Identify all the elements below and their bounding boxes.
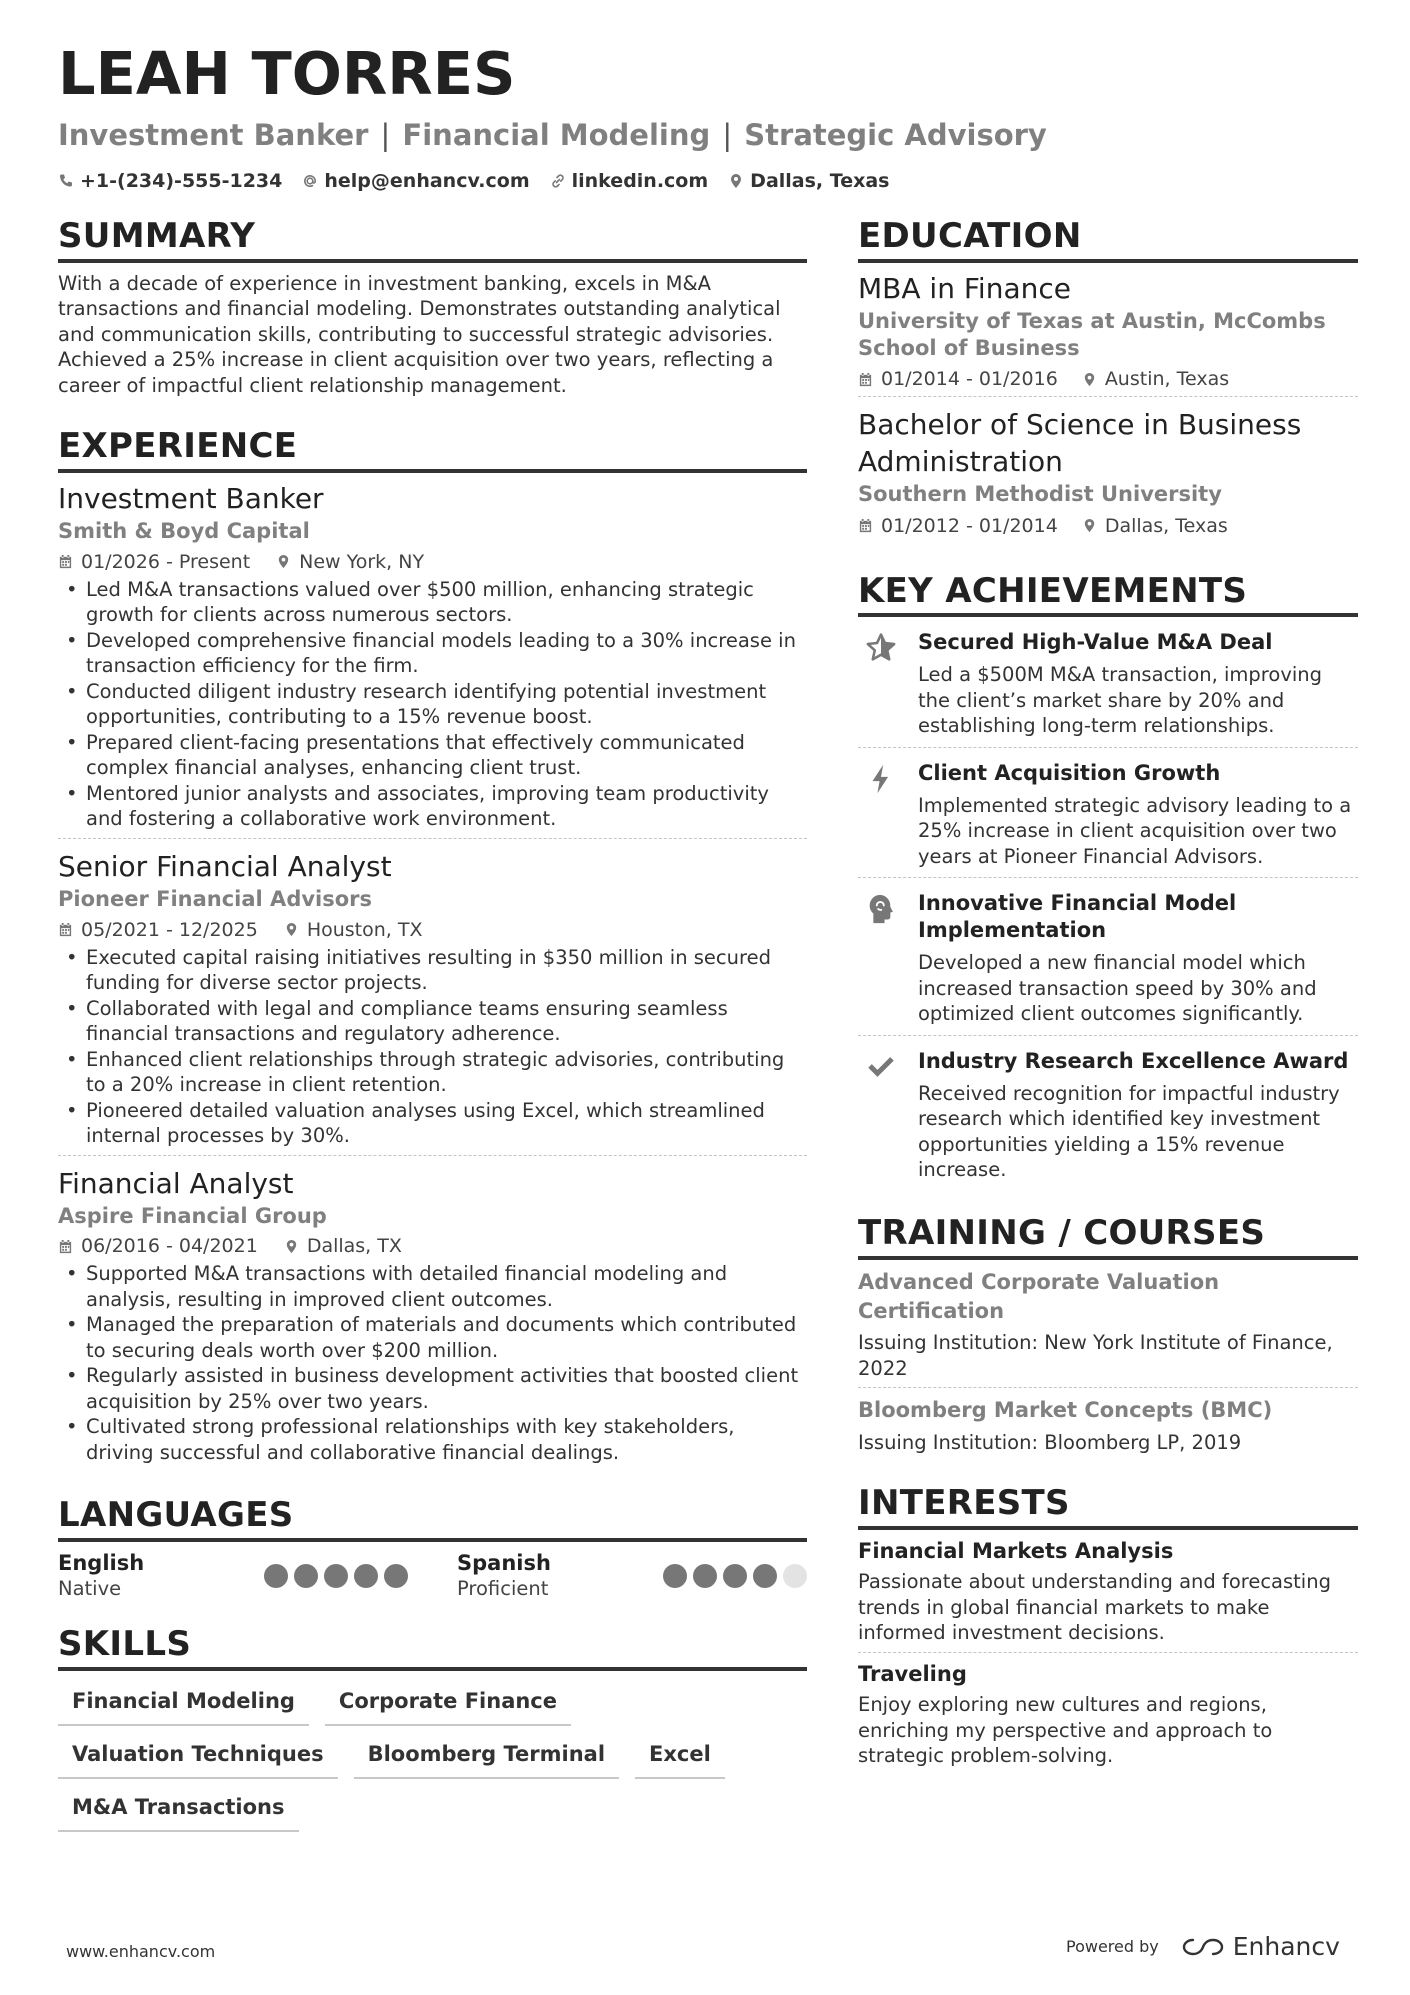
footer-website[interactable]: www.enhancv.com <box>66 1942 216 1961</box>
achievement-desc: Led a $500M M&A transaction, improving the client’s market share by 20% and establishing long-term relationships. <box>918 663 1323 738</box>
calendar-icon <box>58 1239 73 1254</box>
interests-section <box>858 1483 1358 1774</box>
brand-name: Enhancv <box>1232 1932 1340 1961</box>
rating-dot-empty <box>783 1564 807 1588</box>
achievement-desc: Developed a new financial model which increased transaction speed by 30% and optimized client outcomes significantly. <box>918 951 1317 1026</box>
phone-icon <box>58 173 74 189</box>
section-heading: EXPERIENCE <box>58 426 807 473</box>
job-bullet: • Managed the preparation of materials and documents which contributed to securing deals worth over $200 million. <box>58 1312 807 1363</box>
education-dates-text: 01/2014 - 01/2016 <box>881 368 1058 391</box>
achievement-body <box>918 760 1358 870</box>
course-desc: Issuing Institution: Bloomberg LP, 2019 <box>858 1430 1242 1454</box>
location-text: Dallas, Texas <box>750 170 890 192</box>
location-pin-icon <box>276 554 291 569</box>
education-location-text: Austin, Texas <box>1104 368 1230 391</box>
job-bullets <box>58 945 807 1149</box>
job-bullets <box>58 1261 807 1465</box>
job-entry <box>58 1166 807 1472</box>
language-rating <box>663 1564 807 1588</box>
job-bullet: • Prepared client-facing presentations that effectively communicated complex financial analyses, enhancing client trust. <box>58 730 807 781</box>
education-meta <box>858 515 1358 537</box>
interest-name: Financial Markets Analysis <box>858 1539 1174 1564</box>
candidate-name: LEAH TORRES <box>58 39 516 108</box>
language-item <box>58 1550 408 1602</box>
achievement-icon-wrap <box>858 760 904 870</box>
headline-focus: Strategic Advisory <box>744 118 1047 152</box>
job-location <box>284 1235 402 1257</box>
education-meta <box>858 368 1358 390</box>
languages-section <box>58 1495 807 1601</box>
achievement-title: Client Acquisition Growth <box>918 760 1221 785</box>
course-entry <box>858 1268 1358 1389</box>
phone-number: +1-(234)-555-1234 <box>80 170 283 192</box>
education-school: University of Texas at Austin, McCombs School of Business <box>858 308 1326 361</box>
language-text <box>58 1550 144 1602</box>
job-bullet: • Pioneered detailed valuation analyses using Excel, which streamlined internal processes by 30%. <box>58 1098 807 1149</box>
education-location <box>1082 368 1229 390</box>
powered-by-label: Powered by <box>1066 1937 1159 1956</box>
skills-list <box>58 1681 807 1833</box>
contact-email[interactable] <box>302 170 529 192</box>
course-name: Bloomberg Market Concepts (BMC) <box>858 1398 1273 1423</box>
section-heading: INTERESTS <box>858 1483 1358 1530</box>
education-dates <box>858 515 1058 537</box>
section-heading: SUMMARY <box>58 216 807 263</box>
job-dates-text: 06/2016 - 04/2021 <box>81 1235 258 1258</box>
course-name: Advanced Corporate Valuation Certification <box>858 1269 1220 1324</box>
education-location <box>1082 515 1228 537</box>
job-meta <box>58 919 807 941</box>
education-dates <box>858 368 1058 390</box>
checkmark-icon <box>864 1050 898 1084</box>
job-bullet: • Executed capital raising initiatives resulting in $350 million in secured funding for diverse sector projects. <box>58 945 807 996</box>
contact-bar <box>58 170 889 192</box>
language-text <box>457 1550 551 1602</box>
language-list <box>58 1550 807 1602</box>
section-heading: EDUCATION <box>858 216 1358 263</box>
rating-dot-filled <box>753 1564 777 1588</box>
contact-phone[interactable] <box>58 170 282 192</box>
headline-separator: | <box>722 118 733 152</box>
job-dates <box>58 551 250 573</box>
rating-dot-filled <box>663 1564 687 1588</box>
course-entry <box>858 1396 1358 1461</box>
skills-section <box>58 1624 807 1832</box>
education-school: Southern Methodist University <box>858 482 1222 507</box>
achievement-icon-wrap <box>858 890 904 1027</box>
rating-dot-filled <box>324 1564 348 1588</box>
job-meta <box>58 1235 807 1257</box>
section-heading: LANGUAGES <box>58 1495 807 1542</box>
achievement-icon-wrap <box>858 629 904 739</box>
job-company: Aspire Financial Group <box>58 1204 327 1229</box>
rating-dot-filled <box>693 1564 717 1588</box>
experience-section <box>58 426 807 1471</box>
left-column <box>58 216 807 1832</box>
job-dates-text: 01/2026 - Present <box>81 550 251 573</box>
language-name: English <box>58 1551 145 1576</box>
job-meta <box>58 551 807 573</box>
star-icon <box>864 631 898 665</box>
section-heading: TRAINING / COURSES <box>858 1213 1358 1260</box>
contact-linkedin[interactable] <box>550 170 709 192</box>
job-location <box>276 551 424 573</box>
achievement-desc: Implemented strategic advisory leading to a 25% increase in client acquisition over two years at Pioneer Financial Advisors. <box>918 793 1352 868</box>
education-location-text: Dallas, Texas <box>1104 514 1228 537</box>
achievement-body <box>918 629 1358 739</box>
skill-tag: Bloomberg Terminal <box>354 1734 619 1779</box>
interest-name: Traveling <box>858 1661 967 1686</box>
skill-tag: Financial Modeling <box>58 1681 309 1726</box>
job-bullet: • Regularly assisted in business development activities that boosted client acquisition by 25% over two years. <box>58 1363 807 1414</box>
job-entry <box>58 849 807 1156</box>
headline <box>58 118 1047 152</box>
job-bullet: • Led M&A transactions valued over $500 million, enhancing strategic growth for clients across numerous sectors. <box>58 577 807 628</box>
location-pin-icon <box>728 173 744 189</box>
achievement-entry <box>858 1044 1358 1191</box>
rating-dot-filled <box>354 1564 378 1588</box>
achievement-entry <box>858 886 1358 1036</box>
section-heading: KEY ACHIEVEMENTS <box>858 571 1358 618</box>
job-dates <box>58 1235 258 1257</box>
skill-tag: Valuation Techniques <box>58 1734 338 1779</box>
job-bullet: • Enhanced client relationships through strategic advisories, contributing to a 20% increase in client retention. <box>58 1047 807 1098</box>
education-entry <box>858 271 1358 398</box>
achievement-body <box>918 1048 1358 1183</box>
rating-dot-filled <box>384 1564 408 1588</box>
achievement-body <box>918 890 1358 1027</box>
achievement-entry <box>858 625 1358 748</box>
headline-separator: | <box>380 118 391 152</box>
interest-entry <box>858 1538 1358 1653</box>
achievement-icon-wrap <box>858 1048 904 1183</box>
education-degree: Bachelor of Science in Business Administration <box>858 408 1302 479</box>
linkedin-url: linkedin.com <box>571 170 709 192</box>
job-title: Senior Financial Analyst <box>58 849 392 883</box>
headline-skill: Financial Modeling <box>402 118 711 152</box>
language-rating <box>264 1564 408 1588</box>
achievement-entry <box>858 756 1358 879</box>
education-dates-text: 01/2012 - 01/2014 <box>881 514 1058 537</box>
location-pin-icon <box>284 1239 299 1254</box>
education-degree: MBA in Finance <box>858 271 1071 305</box>
interest-desc: Enjoy exploring new cultures and regions, enriching my perspective and approach to strategic problem-solving. <box>858 1693 1273 1768</box>
job-company: Smith & Boyd Capital <box>58 519 310 544</box>
job-location-text: Dallas, TX <box>306 1235 402 1258</box>
calendar-icon <box>58 554 73 569</box>
location-pin-icon <box>1082 518 1097 533</box>
calendar-icon <box>858 518 873 533</box>
rating-dot-filled <box>264 1564 288 1588</box>
job-location-text: New York, NY <box>299 550 425 573</box>
at-icon <box>302 173 318 189</box>
achievement-title: Secured High-Value M&A Deal <box>918 630 1273 655</box>
job-location-text: Houston, TX <box>306 918 423 941</box>
calendar-icon <box>58 922 73 937</box>
language-level: Proficient <box>457 1577 549 1601</box>
training-section <box>858 1213 1358 1461</box>
job-bullet: • Collaborated with legal and compliance teams ensuring seamless financial transactions and regulatory adherence. <box>58 996 807 1047</box>
skill-tag: Excel <box>635 1734 725 1779</box>
right-column <box>858 216 1358 1783</box>
achievements-section <box>858 571 1358 1191</box>
job-location <box>284 919 423 941</box>
interest-desc: Passionate about understanding and forecasting trends in global financial markets to make informed investment decisions. <box>858 1570 1331 1645</box>
skill-tag: Corporate Finance <box>325 1681 571 1726</box>
job-company: Pioneer Financial Advisors <box>58 887 373 912</box>
brand-logo[interactable] <box>1181 1932 1340 1961</box>
footer-branding <box>1066 1932 1340 1961</box>
education-entry <box>858 407 1358 542</box>
email-address: help@enhancv.com <box>324 170 530 192</box>
achievement-desc: Received recognition for impactful industry research which identified key investment opportunities yielding a 15% revenue increase. <box>918 1081 1340 1182</box>
summary-section <box>58 216 807 398</box>
rating-dot-filled <box>723 1564 747 1588</box>
location-pin-icon <box>284 922 299 937</box>
job-bullets <box>58 577 807 832</box>
contact-location <box>728 170 889 192</box>
education-section <box>858 216 1358 543</box>
location-pin-icon <box>1082 372 1097 387</box>
achievement-title: Industry Research Excellence Award <box>918 1048 1349 1073</box>
job-dates <box>58 919 258 941</box>
headline-role: Investment Banker <box>58 118 369 152</box>
section-heading: SKILLS <box>58 1624 807 1671</box>
summary-text: With a decade of experience in investment banking, excels in M&A transactions and financial modeling. Demonstrates outstanding analytical and communication skills, contributing to successful strategic advisories. Achieved a 25% increase in client acquisition over two years, reflecting a career of impactful client relationship management. <box>58 271 781 397</box>
job-bullet: • Developed comprehensive financial models leading to a 30% increase in transaction efficiency for the firm. <box>58 628 807 679</box>
language-name: Spanish <box>457 1551 551 1576</box>
link-icon <box>550 173 566 189</box>
rating-dot-filled <box>294 1564 318 1588</box>
bolt-icon <box>864 762 898 796</box>
job-title: Financial Analyst <box>58 1166 294 1200</box>
skill-tag: M&A Transactions <box>58 1787 299 1832</box>
job-title: Investment Banker <box>58 482 324 516</box>
achievement-title: Innovative Financial Model Implementation <box>918 891 1237 943</box>
language-item <box>457 1550 807 1602</box>
job-bullet: • Conducted diligent industry research identifying potential investment opportunities, contributing to a 15% revenue boost. <box>58 679 807 730</box>
enhancv-logo-icon <box>1181 1936 1225 1958</box>
language-level: Native <box>58 1577 122 1601</box>
brain-head-icon <box>864 892 898 926</box>
calendar-icon <box>858 372 873 387</box>
job-bullet: • Supported M&A transactions with detailed financial modeling and analysis, resulting in improved client outcomes. <box>58 1261 807 1312</box>
job-bullet: • Cultivated strong professional relationships with key stakeholders, driving successful and collaborative financial dealings. <box>58 1414 807 1465</box>
job-dates-text: 05/2021 - 12/2025 <box>81 918 258 941</box>
job-entry <box>58 481 807 839</box>
course-desc: Issuing Institution: New York Institute of Finance, 2022 <box>858 1331 1333 1380</box>
job-bullet: • Mentored junior analysts and associates, improving team productivity and fostering a collaborative work environment. <box>58 781 807 832</box>
interest-entry <box>858 1661 1358 1775</box>
